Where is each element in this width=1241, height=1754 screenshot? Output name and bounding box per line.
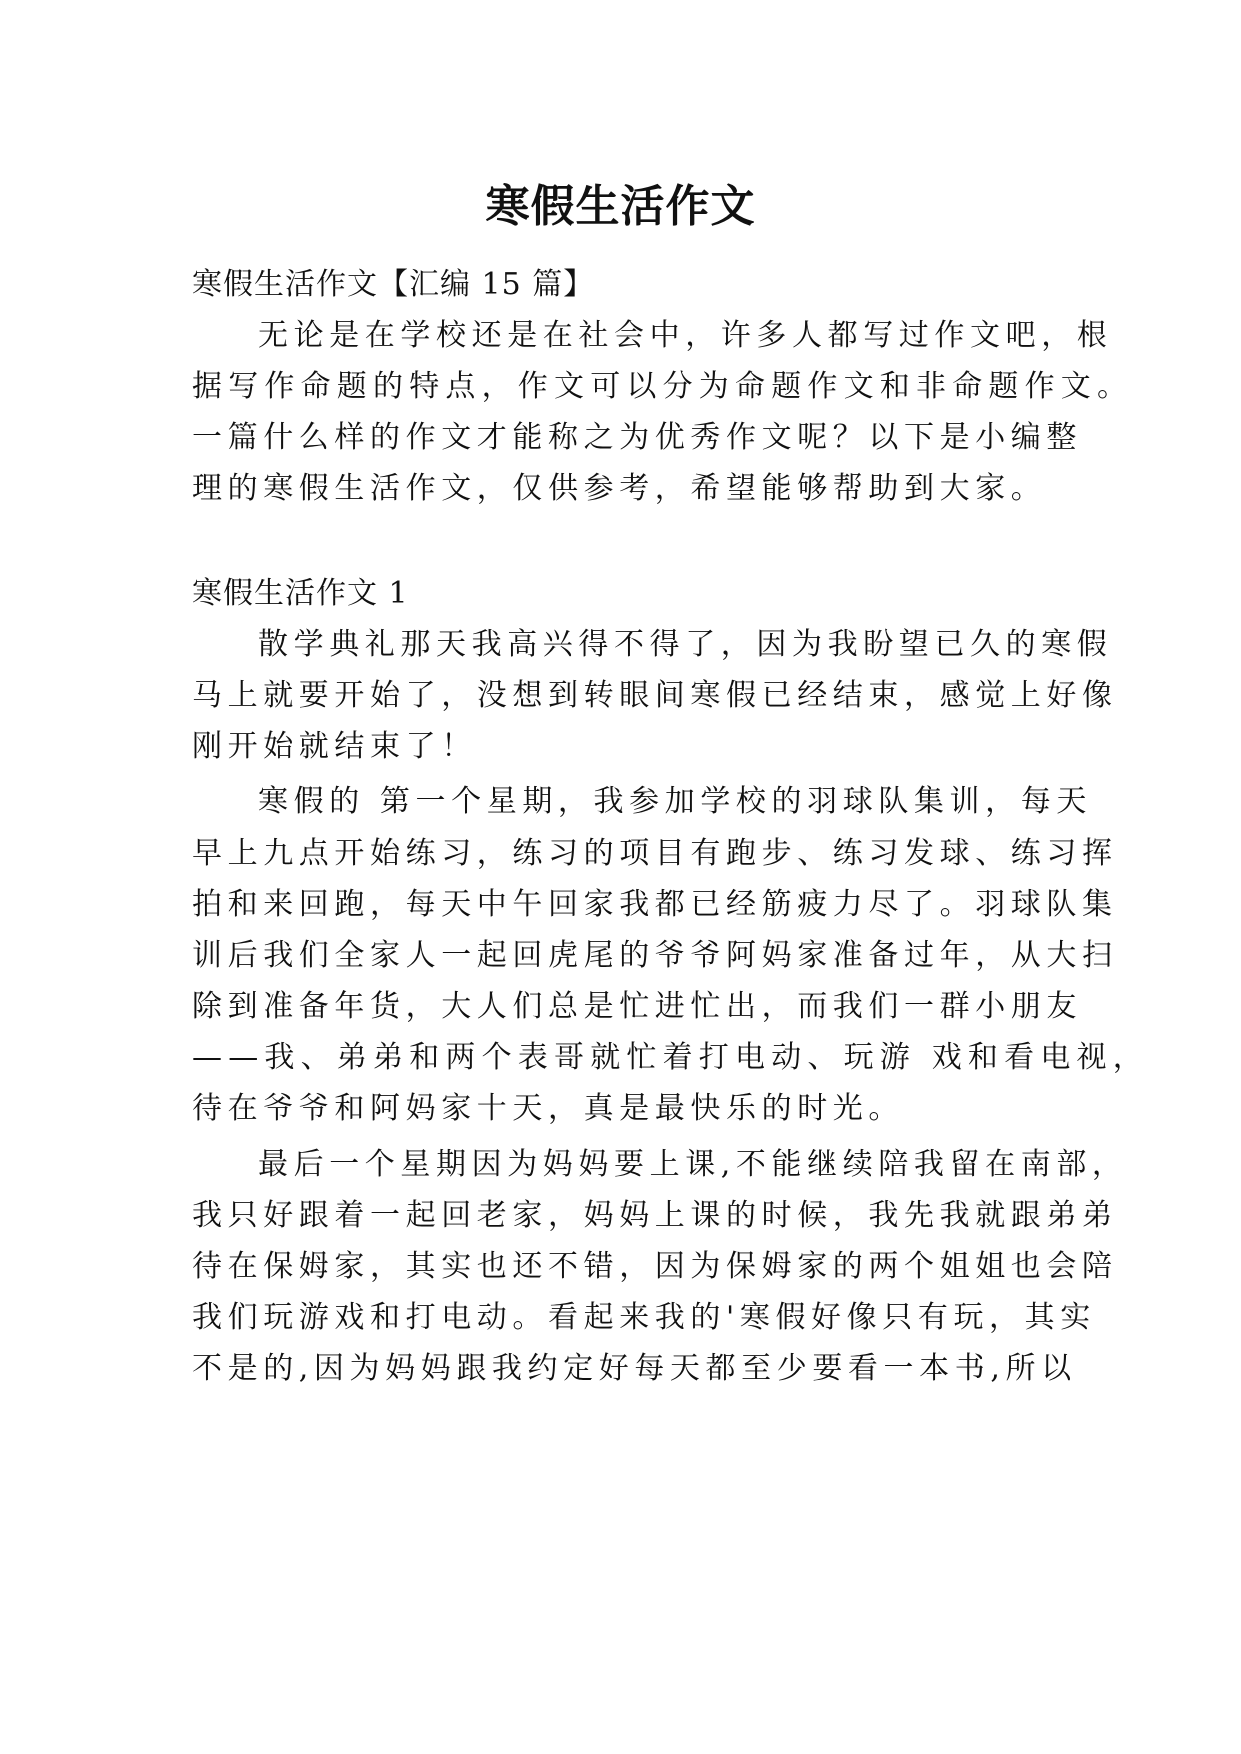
essay-1-line-15: 不是的,因为妈妈跟我约定好每天都至少要看一本书,所以 <box>192 1351 1077 1386</box>
essay-1-line-5: 早上九点开始练习，练习的项目有跑步、练习发球、练习挥 <box>192 836 1118 871</box>
essay-1-line-14: 我们玩游戏和打电动。看起来我的'寒假好像只有玩，其实 <box>192 1300 1096 1335</box>
essay-1-line-3: 刚开始就结束了！ <box>192 729 477 764</box>
intro-line-2: 据写作命题的特点，作文可以分为命题作文和非命题作文。 <box>192 369 1134 404</box>
intro-line-4: 理的寒假生活作文，仅供参考，希望能够帮助到大家。 <box>192 471 1047 506</box>
essay-1-line-6: 拍和来回跑，每天中午回家我都已经筋疲力尽了。羽球队集 <box>192 887 1118 922</box>
essay-1-line-8: 除到准备年货，大人们总是忙进忙出，而我们一群小朋友 <box>192 989 1082 1024</box>
essay-1-line-13: 待在保姆家，其实也还不错，因为保姆家的两个姐姐也会陪 <box>192 1249 1118 1284</box>
page-title: 寒假生活作文 <box>485 181 756 233</box>
intro-line-3: 一篇什么样的作文才能称之为优秀作文呢？以下是小编整 <box>192 420 1082 455</box>
essay-1-line-1: 散学典礼那天我高兴得不得了，因为我盼望已久的寒假 <box>258 627 1113 662</box>
essay-1-line-12: 我只好跟着一起回老家，妈妈上课的时候，我先我就跟弟弟 <box>192 1198 1118 1233</box>
essay-1-line-7: 训后我们全家人一起回虎尾的爷爷阿妈家准备过年，从大扫 <box>192 938 1118 973</box>
essay-1-line-2: 马上就要开始了，没想到转眼间寒假已经结束，感觉上好像 <box>192 678 1118 713</box>
intro-line-1: 无论是在学校还是在社会中，许多人都写过作文吧，根 <box>258 318 1113 353</box>
essay-1-line-11: 最后一个星期因为妈妈要上课,不能继续陪我留在南部， <box>258 1147 1128 1182</box>
essay-1-line-10: 待在爷爷和阿妈家十天，真是最快乐的时光。 <box>192 1091 904 1126</box>
essay-1-line-9: ——我、弟弟和两个表哥就忙着打电动、玩游 戏和看电视， <box>192 1040 1149 1075</box>
compilation-heading: 寒假生活作文【汇编 15 篇】 <box>192 267 595 302</box>
essay-1-heading: 寒假生活作文 1 <box>192 576 409 611</box>
essay-1-line-4: 寒假的 第一个星期，我参加学校的羽球队集训，每天 <box>258 784 1092 819</box>
